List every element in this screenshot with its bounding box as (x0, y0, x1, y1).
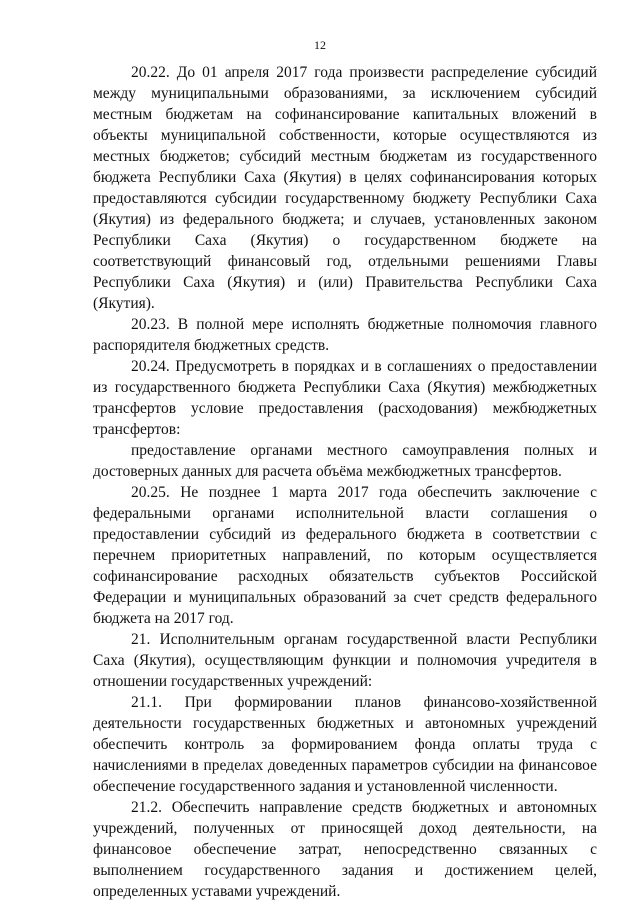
document-body (93, 62, 597, 902)
paragraph-20-24-condition: предоставление органами местного самоуправления полных и достоверных данных для расчета объёма межбюджетных трансфертов. (93, 442, 597, 480)
paragraph-20-24: 20.24. Предусмотреть в порядках и в соглашениях о предоставлении из государственного бюджета Республики Саха (Якутия) межбюджетных трансфертов условие предоставления (расходования) межбюджетных трансфертов: (93, 358, 597, 438)
paragraph-21-1: 21.1. При формировании планов финансово-хозяйственной деятельности государственных бюджетных и автономных учреждений обеспечить контроль за формированием фонда оплаты труда с начислениями в пределах доведенных параметров субсидии на финансовое обеспечение государственного задания и установленной численности. (93, 694, 597, 795)
paragraph-20-22: 20.22. До 01 апреля 2017 года произвести распределение субсидий между муниципальными образованиями, за исключением субсидий местным бюджетам на софинансирование капитальных вложений в объекты муниципальной собственности, которые осуществляются из местных бюджетов; субсидий местным бюджетам из государственного бюджета Республики Саха (Якутия) в целях софинансирования которых предоставляются субсидии государственному бюджету Республики Саха (Якутия) из федерального бюджета; и случаев, установленных законом Республики Саха (Якутия) о государственном бюджете на соответствующий финансовый год, отдельными решениями Главы Республики Саха (Якутия) и (или) Правительства Республики Саха (Якутия). (93, 64, 597, 312)
paragraph-20-25: 20.25. Не позднее 1 марта 2017 года обеспечить заключение с федеральными органами исполнительной власти соглашения о предоставлении субсидий из федерального бюджета в соответствии с перечнем приоритетных направлений, по которым осуществляется софинансирование расходных обязательств субъектов Российской Федерации и муниципальных образований за счет средств федерального бюджета на 2017 год. (93, 484, 597, 627)
page-number: 12 (314, 38, 326, 52)
paragraph-21-2: 21.2. Обеспечить направление средств бюджетных и автономных учреждений, полученных от приносящей доход деятельности, на финансовое обеспечение затрат, непосредственно связанных с выполнением государственного задания и достижением целей, определенных уставами учреждений. (93, 799, 597, 900)
paragraph-20-23: 20.23. В полной мере исполнять бюджетные полномочия главного распорядителя бюджетных средств. (93, 316, 597, 354)
paragraph-21: 21. Исполнительным органам государственной власти Республики Саха (Якутия), осуществляющим функции и полномочия учредителя в отношении государственных учреждений: (93, 631, 597, 690)
